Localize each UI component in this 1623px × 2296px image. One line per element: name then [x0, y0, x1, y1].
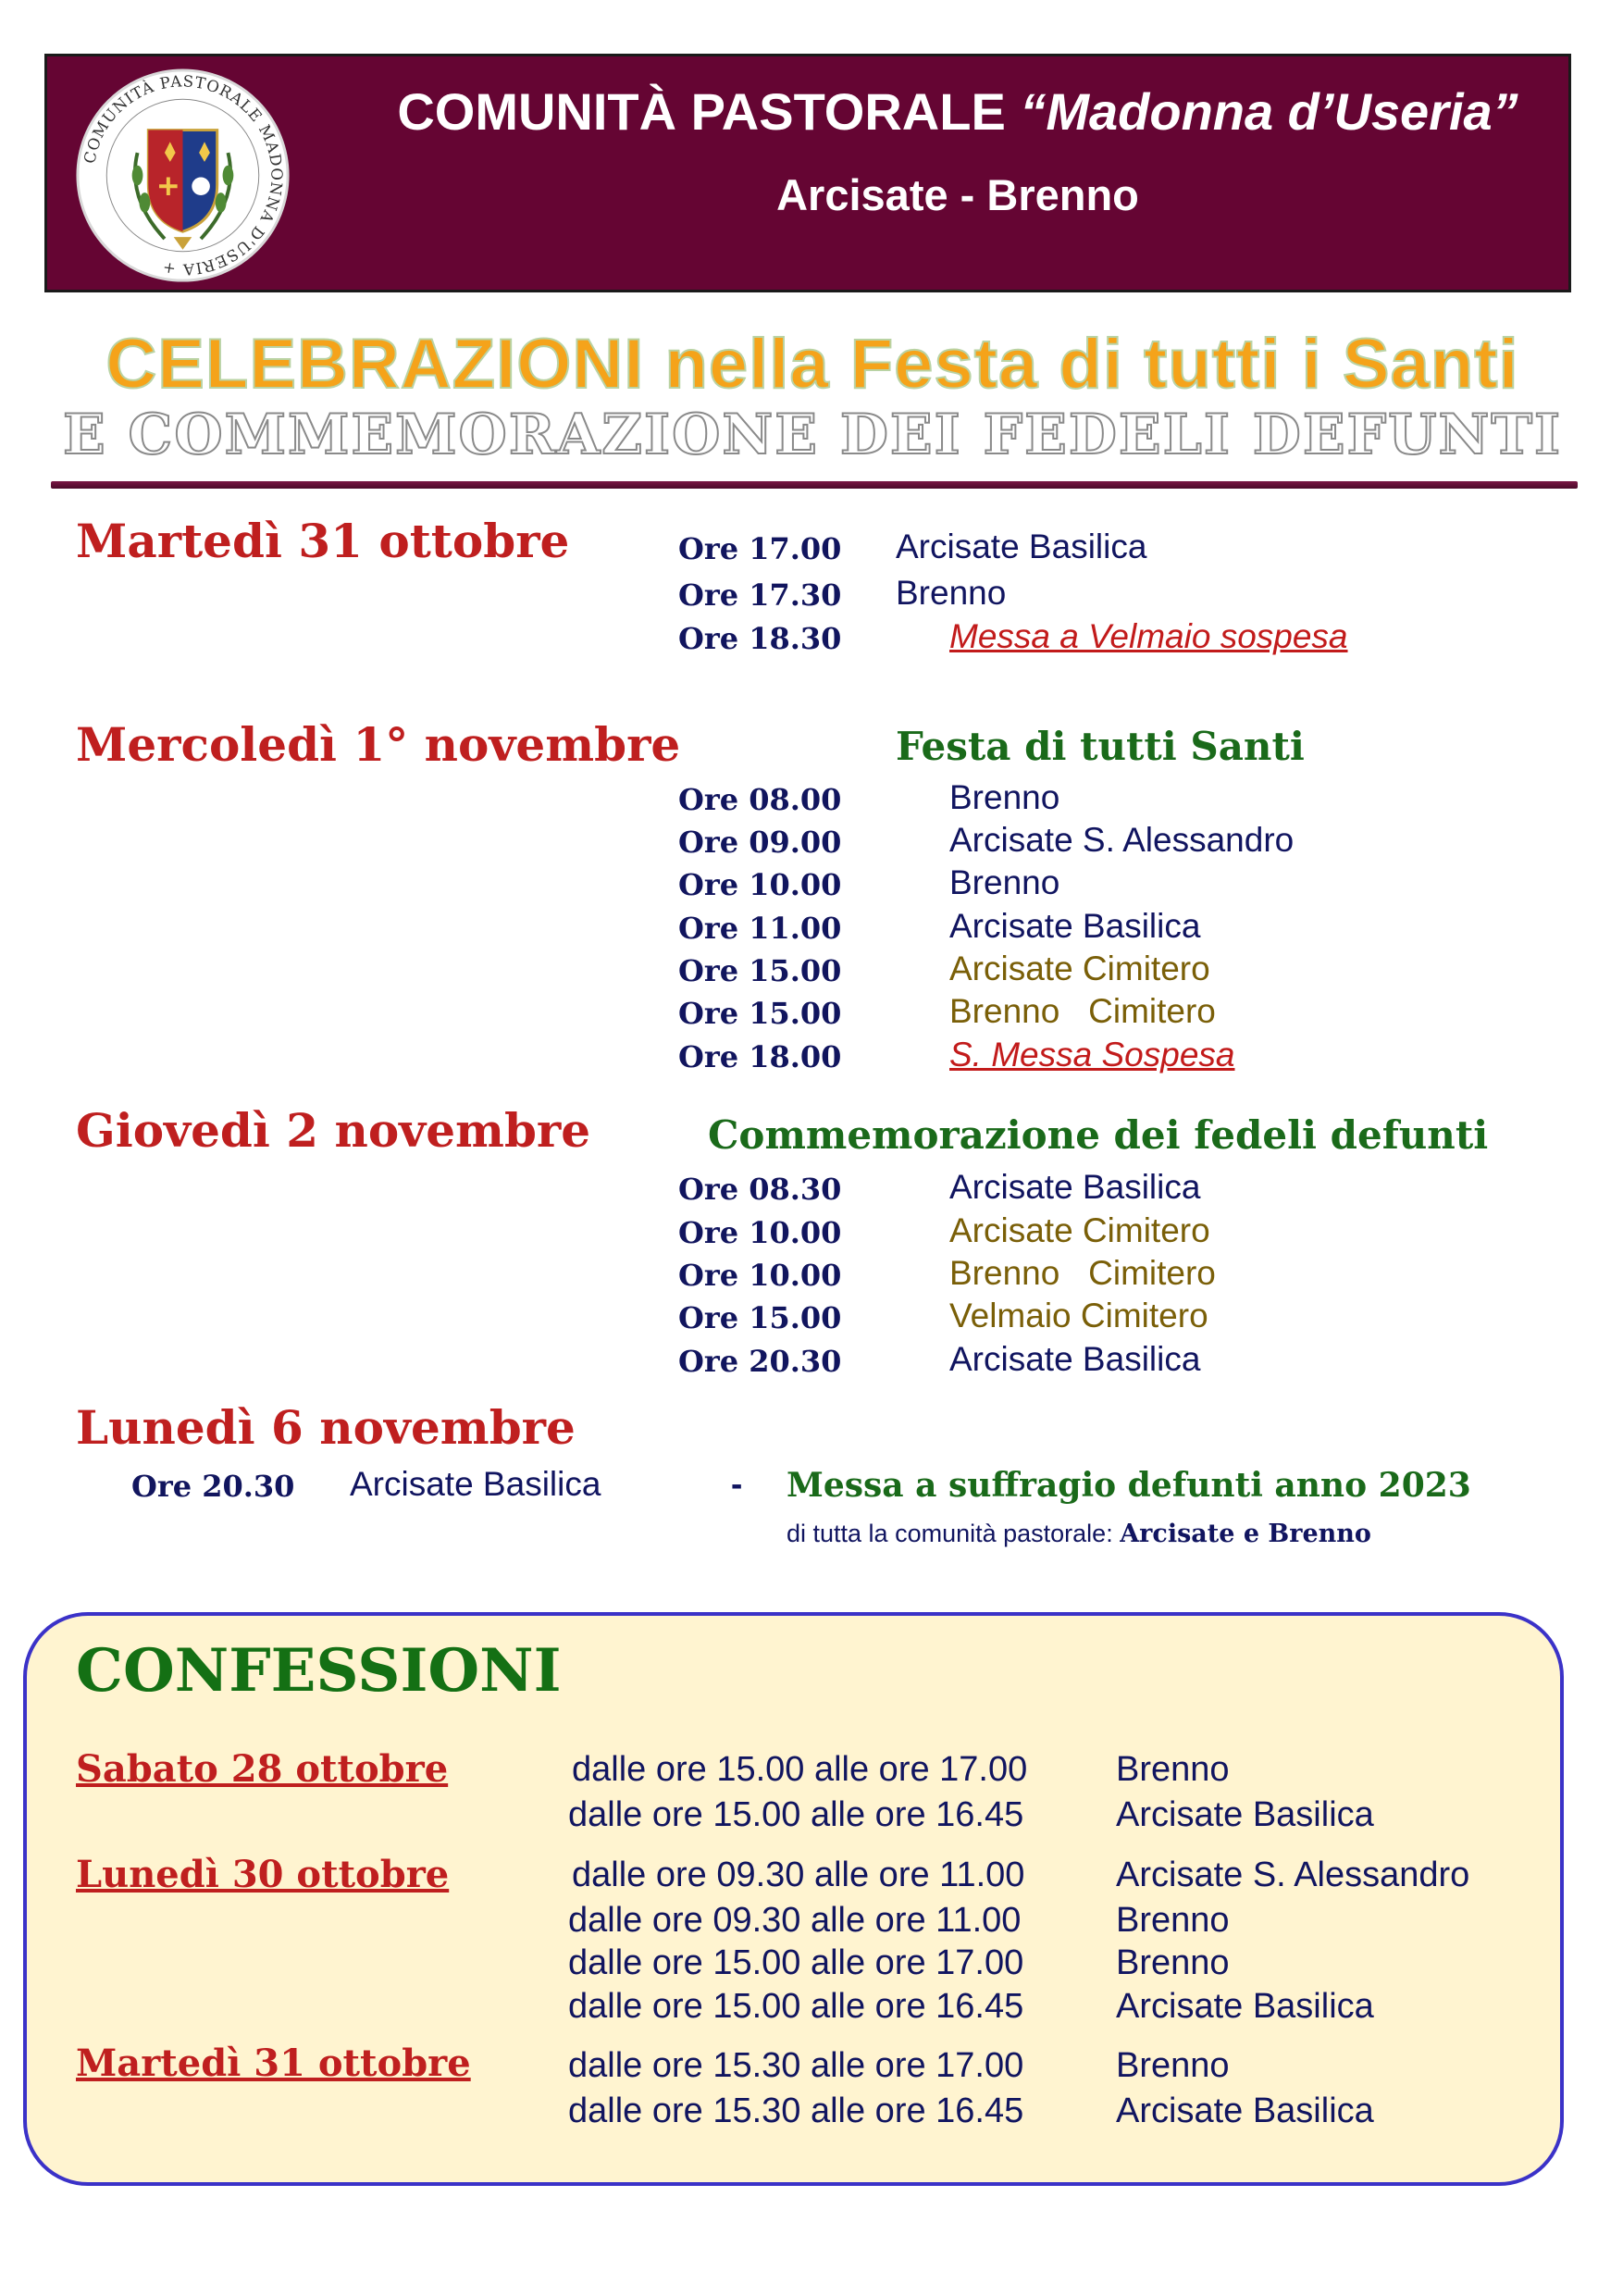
time-label: Ore 17.30 — [678, 577, 842, 613]
confession-place: Arcisate Basilica — [1116, 2091, 1374, 2130]
confession-day: Lunedì 30 ottobre — [76, 1853, 450, 1896]
day-heading: Mercoledì 1° novembre — [76, 717, 681, 772]
day-heading: Giovedì 2 novembre — [76, 1103, 591, 1158]
place-label: Arcisate Basilica — [896, 527, 1147, 565]
community-name — [370, 81, 1545, 142]
confession-day: Sabato 28 ottobre — [76, 1747, 449, 1791]
confession-time: dalle ore 15.00 alle ore 17.00 — [572, 1750, 1028, 1789]
cemetery-label: Brenno Cimitero — [949, 992, 1216, 1030]
time-label: Ore 08.30 — [678, 1172, 842, 1207]
title-divider — [51, 481, 1578, 489]
place-label: Brenno — [896, 574, 1007, 612]
place-label: Arcisate Basilica — [949, 1168, 1201, 1206]
confession-time: dalle ore 15.00 alle ore 16.45 — [568, 1795, 1024, 1834]
time-label: Ore 18.30 — [678, 621, 842, 656]
commemoration-title: Commemorazione dei fedeli defunti — [708, 1112, 1489, 1158]
time-label: Ore 15.00 — [678, 953, 842, 988]
confession-place: Arcisate Basilica — [1116, 1987, 1374, 2026]
time-label: Ore 08.00 — [678, 782, 842, 817]
confession-time: dalle ore 09.30 alle ore 11.00 — [568, 1901, 1022, 1940]
suspended-mass-notice: S. Messa Sospesa — [949, 1036, 1235, 1074]
place-label: Brenno — [949, 778, 1060, 816]
time-label: Ore 10.00 — [678, 1258, 842, 1293]
confession-place: Arcisate S. Alessandro — [1116, 1855, 1470, 1894]
community-name-prefix: COMUNITÀ PASTORALE — [397, 82, 1021, 141]
time-label: Ore 18.00 — [678, 1039, 842, 1074]
confession-place: Brenno — [1116, 2046, 1230, 2085]
place-label: Arcisate Basilica — [949, 1340, 1201, 1378]
community-name-italic: “Madonna d’Useria” — [1020, 82, 1518, 141]
confession-place: Brenno — [1116, 1750, 1230, 1789]
time-label: Ore 10.00 — [678, 867, 842, 902]
time-label: Ore 20.30 — [678, 1344, 842, 1379]
confession-time: dalle ore 15.30 alle ore 17.00 — [568, 2046, 1024, 2085]
suffrage-mass-title: Messa a suffragio defunti anno 2023 — [787, 1466, 1471, 1505]
time-label: Ore 15.00 — [678, 1300, 842, 1335]
time-label: Ore 15.00 — [678, 996, 842, 1031]
time-label: Ore 11.00 — [678, 911, 842, 946]
subnote-bold: Arcisate e Brenno — [1120, 1520, 1371, 1548]
suffrage-mass-subnote — [787, 1520, 1371, 1548]
time-label: Ore 17.00 — [678, 531, 842, 566]
confession-time: dalle ore 09.30 alle ore 11.00 — [572, 1855, 1025, 1894]
time-label: Ore 09.00 — [678, 825, 842, 860]
place-label: Arcisate S. Alessandro — [949, 821, 1295, 859]
parish-seal-logo — [74, 67, 291, 284]
day-heading: Martedì 31 ottobre — [76, 514, 570, 568]
feast-name: Festa di tutti Santi — [896, 724, 1305, 769]
confession-place: Brenno — [1116, 1901, 1230, 1940]
confession-time: dalle ore 15.00 alle ore 16.45 — [568, 1987, 1024, 2026]
main-title: CELEBRAZIONI nella Festa di tutti i Santi — [105, 325, 1519, 403]
time-label: Ore 20.30 — [131, 1469, 295, 1504]
place-label: Arcisate Basilica — [350, 1465, 601, 1503]
place-label: Arcisate Basilica — [949, 907, 1201, 945]
community-subtitle: Arcisate - Brenno — [776, 170, 1139, 219]
suspended-mass-notice: Messa a Velmaio sospesa — [949, 617, 1348, 655]
secondary-title: E COMMEMORAZIONE DEI FEDELI DEFUNTI — [62, 403, 1563, 467]
seal-ring-text: COMUNITÀ PASTORALE MADONNA D'USERIA + — [81, 72, 286, 279]
dash-separator: - — [731, 1465, 743, 1503]
day-heading: Lunedì 6 novembre — [76, 1400, 576, 1455]
cemetery-label: Arcisate Cimitero — [949, 949, 1210, 987]
confession-time: dalle ore 15.00 alle ore 17.00 — [568, 1943, 1024, 1982]
confession-day: Martedì 31 ottobre — [76, 2042, 471, 2085]
confessions-title: CONFESSIONI — [76, 1636, 562, 1706]
subnote-text: di tutta la comunità pastorale: — [787, 1520, 1121, 1547]
time-label: Ore 10.00 — [678, 1215, 842, 1250]
place-label: Brenno — [949, 863, 1060, 901]
cemetery-label: Brenno Cimitero — [949, 1254, 1216, 1292]
confession-time: dalle ore 15.30 alle ore 16.45 — [568, 2091, 1024, 2130]
confession-place: Brenno — [1116, 1943, 1230, 1982]
cemetery-label: Arcisate Cimitero — [949, 1211, 1210, 1249]
cemetery-label: Velmaio Cimitero — [949, 1297, 1208, 1334]
confession-place: Arcisate Basilica — [1116, 1795, 1374, 1834]
